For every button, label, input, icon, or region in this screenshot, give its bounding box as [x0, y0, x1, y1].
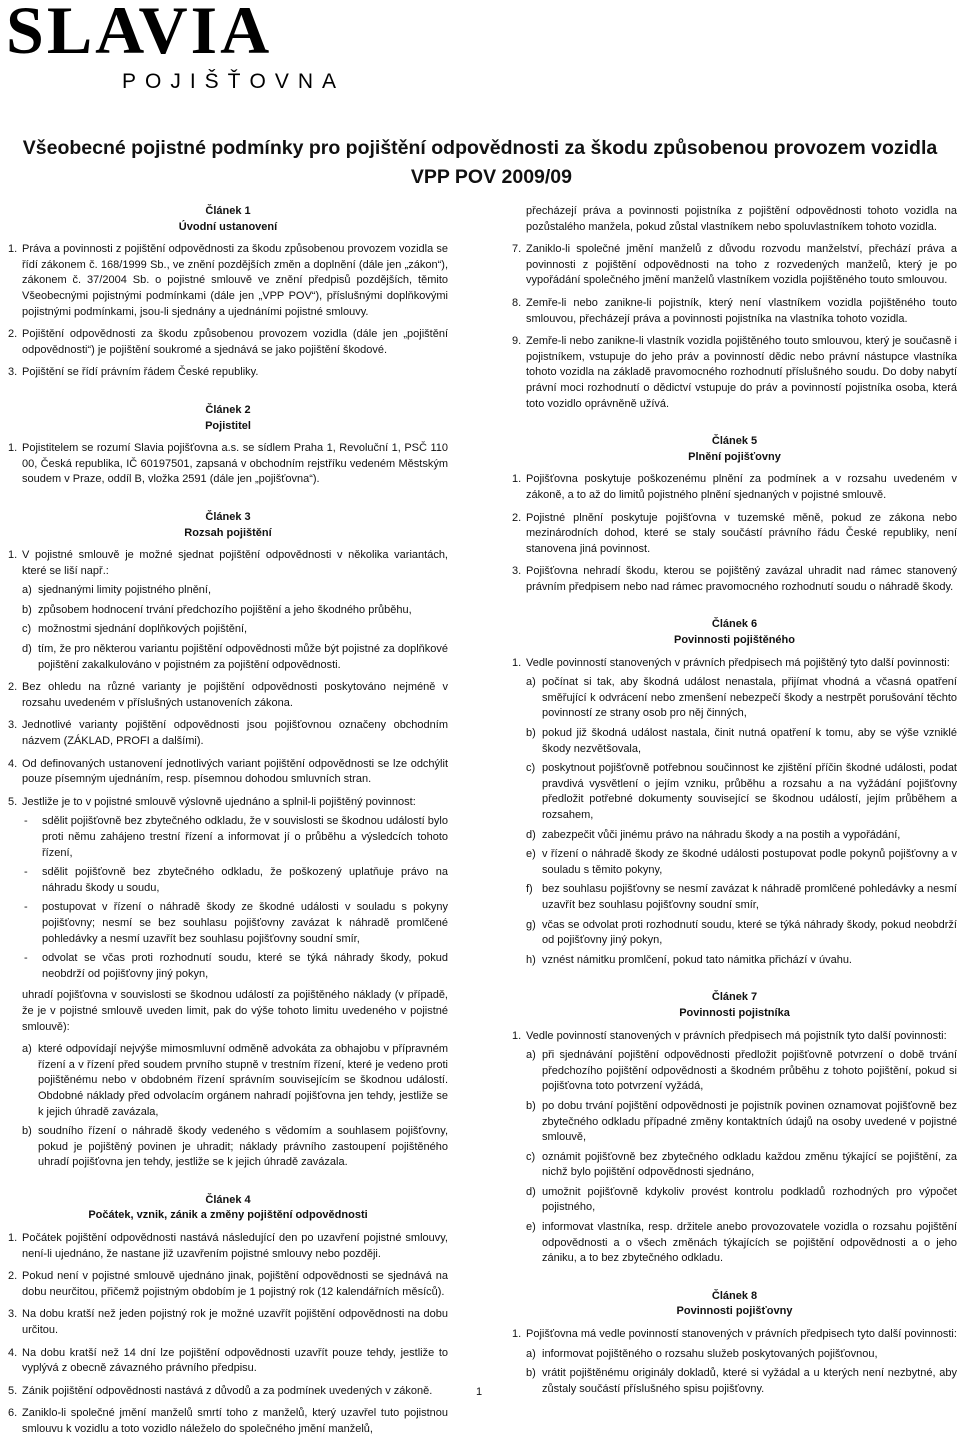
- clause: 4. Na dobu kratší než 14 dní lze pojištění odpovědnosti uzavřít pouze tehdy, jestliže to vyplývá z obecně závazného právního předpisu.: [8, 1346, 448, 1375]
- article-name: Rozsah pojištění: [184, 526, 272, 539]
- article-2-heading: [8, 403, 448, 434]
- sub-clause: a) informovat pojištěného o rozsahu služeb poskytovaných pojišťovnou,: [526, 1347, 878, 1360]
- clause: 5. Zánik pojištění odpovědnosti nastává z důvodů a za podmínek uvedených v zákoně.: [8, 1384, 433, 1397]
- article-6-heading: [512, 617, 957, 648]
- sub-clause: b) pokud již škodná událost nastala, činit nutná opatření k tomu, aby se výše vzniklé škody nezvětšovala,: [526, 727, 957, 755]
- article-7-heading: [512, 990, 957, 1021]
- clause: 1. Počátek pojištění odpovědnosti nastává následující den po uzavření pojistné smlouvy, není-li ujednáno, že nastane již uzavřením pojistné smlouvy nebo později.: [8, 1232, 448, 1260]
- sub-clause: a) které odpovídají nejvýše mimosmluvní odměně advokáta za obhajobu v přípravném řízení a v řízení před soudem prvního stupně v trestním řízení, které je vedeno proti pojištěnému nebo v obdobném řízení správním souvisejícím se škodnou událostí. Obdobné náklady před odvolacím orgánem nahradí pojišťovna jen tehdy, jestliže se k jejich úhradě zavázala,: [22, 1043, 448, 1118]
- clause: 3. Pojišťovna nehradí škodu, kterou se pojištěný zavázal uhradit nad rámec stanovený právním předpisem nebo nad rámec pravomocného rozhodnutí soudu o náhradě škody.: [512, 565, 957, 593]
- page-number: 1: [476, 1386, 483, 1398]
- clause: 2. Bez ohledu na různé varianty je pojištění odpovědnosti poskytováno nejméně v rozsahu uvedeném v příslušných ustanoveních zákona.: [8, 681, 448, 709]
- dash-item: - sdělit pojišťovně bez zbytečného odkladu, že v souvislosti se škodnou událostí bylo proti němu zahájeno trestní řízení a informovat jí o průběhu a výsledcích tohoto řízení,: [24, 815, 448, 859]
- clause: 1. Pojišťovna má vedle povinností stanovených v právních předpisech tyto další povinnosti: a) informovat pojištěného o rozsahu služeb poskytovaných pojišťovnou, b) vrátit pojištěnému originály dokladů, které si vyžádal a u kterých není nezbytné, aby zůstaly součástí příslušného spisu pojišťovny.: [512, 1327, 957, 1397]
- clause: 3. Jednotlivé varianty pojištění odpovědnosti jsou pojišťovnou označeny obchodním názvem (ZÁKLAD, PROFI a dalšími).: [8, 719, 448, 748]
- document-title: Všeobecné pojistné podmínky pro pojištění odpovědnosti za škodu způsobenou provozem vozidla: [22, 137, 938, 159]
- sub-clause: a) sjednanými limity pojistného plnění,: [22, 584, 212, 597]
- article-number: Článek 1: [205, 205, 251, 217]
- article-name: Povinnosti pojišťovny: [676, 1305, 793, 1318]
- clause: 3. Na dobu kratší než jeden pojistný rok je možné uzavřít pojištění odpovědnosti na dobu určitou.: [8, 1308, 448, 1337]
- clause-continued: přecházejí práva a povinnosti pojistníka z pojištění odpovědnosti tohoto vozidla na pozůstalého manžela, pokud zůstal vlastníkem nebo spoluvlastníkem tohoto vozidla.: [526, 205, 957, 233]
- article-name: Povinnosti pojištěného: [673, 634, 795, 647]
- article-number: Článek 5: [711, 435, 758, 448]
- clause: 8. Zemře-li nebo zanikne-li pojistník, který není vlastníkem vozidla pojištěného touto smlouvou, přecházejí práva a povinnosti pojistníka na vlastníka tohoto vozidla.: [512, 296, 957, 325]
- article-number: Článek 3: [205, 510, 251, 523]
- right-column: [512, 204, 957, 1397]
- sub-clause: a) počínat si tak, aby škodná událost nenastala, přijímat vhodná a včasná opatření směřující k odvrácení nebo zmenšení nebezpečí škody a nestrpět porušování těchto povinností ze strany osob pro něj činných,: [526, 676, 957, 720]
- sub-list: [8, 1042, 448, 1171]
- clause: 1. Vedle povinností stanovených v právních předpisech má pojištěný tyto další povinnosti: a) počínat si tak, aby škodná událost nenastala, přijímat vhodná a včasná opatření směřující k odvrácení nebo zmenšení nebezpečí škody a nestrpět porušování těchto povinností ze strany osob pro něj činných, b) pokud již škodná událost nastala, činit nutná opatření k tomu, aby se výše vzniklé škody nezvětšovala, c) poskytnout pojišťovně potřebnou součinnost ke zjištění příčin škodné události, podat pravdivá vysvětlení o jejím vzniku, průběhu a rozsahu a na vyžádání pojišťovny předložit potřebné dokumenty související se škodnou událostí, jejím průběhem a rozsahem, d) zabezpečit vůči jinému právo na náhradu škody a na postih a vypořádání, e) v řízení o náhradě škody ze škodné události postupovat podle pokynů pojišťovny a v souladu s těmito pokyny, f) bez souhlasu pojišťovny se nesmí zavázat k náhradě promlčené pohledávky a nesmí uzavřít bez souhlasu pojišťovny soudní smír, g) včas se odvolat proti rozhodnutí soudu, které se týká náhrady škody, pokud neobdrží od pojišťovny jiný pokyn, h) vznést námitku promlčení, pokud tato námitka přichází v úvahu.: [512, 656, 957, 969]
- article-number: Článek 4: [205, 1193, 251, 1206]
- article-name: Plnění pojišťovny: [688, 450, 781, 463]
- paragraph: uhradí pojišťovna v souvislosti se škodnou událostí za pojištěného náklady (v případě, že je v pojistné smlouvě uveden limit, pak do výše tohoto limitu uvedeného v pojistné smlouvě):: [22, 989, 448, 1033]
- clause: 2. Pokud není v pojistné smlouvě ujednáno jinak, pojištění odpovědnosti se sjednává na dobu neurčitou, přičemž pojistným obdobím je 1 pojistný rok (12 kalendářních měsíců).: [8, 1270, 448, 1298]
- article-5-heading: [512, 434, 957, 465]
- article-name: Povinnosti pojistníka: [679, 1006, 790, 1019]
- sub-clause: e) informovat vlastníka, resp. držitele anebo provozovatele vozidla o rozsahu pojištění odpovědnosti a o všech změnách týkajících se pojištění odpovědnosti a o jeho zániku, a to bez zbytečného odkladu.: [526, 1221, 957, 1265]
- sub-clause: h) vznést námitku promlčení, pokud tato námitka přichází v úvahu.: [526, 953, 852, 966]
- article-name: Úvodní ustanovení: [178, 220, 278, 233]
- sub-clause: b) soudního řízení o náhradě škody vedeného s vědomím a souhlasem pojišťovny, pokud je pojištěný povinen je uhradit; náklady právního zastoupení pojištěného uhradí pojišťovna jen tehdy, jestliže se k jejich úhradě zavázala.: [22, 1125, 448, 1169]
- sub-clause: b) po dobu trvání pojištění odpovědnosti je pojistník povinen oznamovat pojišťovně bez zbytečného odkladu případné změny kontaktních údajů na osoby uvedené v pojistné smlouvě,: [526, 1099, 957, 1144]
- sub-clause: b) způsobem hodnocení trvání předchozího pojištění a jeho škodného průběhu,: [22, 603, 412, 616]
- clause: 2. Pojistné plnění poskytuje pojišťovna v tuzemské měně, pokud ze zákona nebo mezinárodních dohod, které se staly součástí právního řádu České republiky, není stanovena jiná povinnost.: [512, 511, 957, 555]
- sub-clause: g) včas se odvolat proti rozhodnutí soudu, které se týká náhrady škody, pokud neobdrží od pojišťovny jiný pokyn,: [526, 918, 957, 947]
- clause: 3. Pojištění se řídí právním řádem České republiky.: [8, 366, 259, 379]
- sub-clause: e) v řízení o náhradě škody ze škodné události postupovat podle pokynů pojišťovny a v souladu s těmito pokyny,: [526, 848, 957, 876]
- article-3-heading: [8, 510, 448, 541]
- logo-subtitle: POJIŠŤOVNA: [122, 70, 346, 93]
- article-4-heading: [8, 1193, 448, 1224]
- logo-wordmark: SLAVIA: [6, 0, 273, 68]
- sub-clause: b) vrátit pojištěnému originály dokladů, které si vyžádal a u kterých není nezbytné, aby zůstaly součástí příslušného spisu pojišťovny.: [526, 1367, 957, 1395]
- clause: 1. Práva a povinnosti z pojištění odpovědnosti za škodu způsobenou provozem vozidla se řídí zákonem č. 168/1999 Sb., ve znění pozdějších změn a doplnění (dále jen „zákon“), zákonem č. 37/2004 Sb. o pojistné smlouvě ve znění předpisů pozdějších, těmito Všeobecnými pojistnými podmínkami (dále jen „VPP POV“), příslušnými doplňkovými pojistnými podmínkami, jsou-li sjednány a ujednáními pojistné smlouvy.: [8, 243, 448, 318]
- article-number: Článek 6: [711, 618, 758, 631]
- clause: 4. Od definovaných ustanovení jednotlivých variant pojištění odpovědnosti se lze odchýlit pouze písemným ujednáním, resp. písemnou dohodou smluvních stran.: [8, 757, 448, 786]
- dash-item: - postupovat v řízení o náhradě škody ze škodné události v souladu s pokyny pojišťovny; nesmí se bez souhlasu pojišťovny zavázat k náhradě promlčené pohledávky a nesmí uzavřít bez souhlasu pojišťovny soudní smír,: [24, 901, 448, 945]
- dash-item: - sdělit pojišťovně bez zbytečného odkladu, že poškozený uplatňuje právo na náhradu škody u soudu,: [24, 866, 448, 894]
- sub-clause: d) zabezpečit vůči jinému právo na náhradu škody a na postih a vypořádání,: [526, 828, 901, 841]
- article-name: Počátek, vznik, zánik a změny pojištění odpovědnosti: [88, 1209, 368, 1222]
- clause: 1. Pojistitelem se rozumí Slavia pojišťovna a.s. se sídlem Praha 1, Revoluční 1, PSČ 110 00, Česká republika, IČ 60197501, zapsaná v obchodním rejstříku vedeném Městským soudem v Praze, oddíl B, vložka 2591 (dále jen „pojišťovna“).: [8, 442, 448, 486]
- clause: 6. Zaniklo-li společné jmění manželů smrtí toho z manželů, který uzavřel tuto pojistnou smlouvu k vozidlu a toto vozidlo náleželo do společného jmění manželů,: [8, 1407, 448, 1435]
- clause: 1. V pojistné smlouvě je možné sjednat pojištění odpovědnosti v několika variantách, které se liší např.: a) sjednanými limity pojistného plnění, b) způsobem hodnocení trvání předchozího pojištění a jeho škodného průběhu, c) možnostmi sjednání doplňkových pojištění, d) tím, že pro některou variantu pojištění odpovědnosti může být pojistné za doplňkové pojištění zakalkulováno v pojistném za pojištění odpovědnosti.: [8, 548, 448, 673]
- left-column: [8, 204, 448, 1438]
- sub-clause: d) tím, že pro některou variantu pojištění odpovědnosti může být pojistné za doplňkové pojištění zakalkulováno v pojistném za pojištění odpovědnosti.: [22, 643, 448, 671]
- clause: 1. Vedle povinností stanovených v právních předpisech má pojistník tyto další povinnosti: a) při sjednávání pojištění odpovědnosti předložit pojišťovně potvrzení o době trvání předchozího pojištění odpovědnosti a škodném průběhu z tohoto pojištění, pokud si pojišťovna toto potvrzení vyžádá, b) po dobu trvání pojištění odpovědnosti je pojistník povinen oznamovat pojišťovně bez zbytečného odkladu případné změny kontaktních údajů na osoby uvedené v pojistné smlouvě, c) oznámit pojišťovně bez zbytečného odkladu každou změnu týkající se pojištění, za nichž bylo pojištění odpovědnosti sjednáno, d) umožnit pojišťovně kdykoliv provést kontrolu podkladů rozhodných pro výpočet pojistného, e) informovat vlastníka, resp. držitele anebo provozovatele vozidla o rozsahu pojištění odpovědnosti a o všech změnách týkajících se pojištění odpovědnosti a o jeho zániku, a to bez zbytečného odkladu.: [512, 1029, 957, 1267]
- sub-clause: d) umožnit pojišťovně kdykoliv provést kontrolu podkladů rozhodných pro výpočet pojistného,: [526, 1185, 957, 1214]
- article-8-heading: [512, 1289, 957, 1320]
- article-name: Pojistitel: [205, 419, 251, 432]
- document-code: VPP POV 2009/09: [410, 166, 572, 188]
- sub-clause: f) bez souhlasu pojišťovny se nesmí zavázat k náhradě promlčené pohledávky a nesmí uzavřít bez souhlasu pojišťovny soudní smír,: [526, 883, 957, 911]
- article-number: Článek 7: [711, 991, 758, 1004]
- dash-item: - odvolat se včas proti rozhodnutí soudu, které se týká náhrady škody, pokud neobdrží od pojišťovny jiný pokyn,: [24, 952, 448, 980]
- article-number: Článek 8: [711, 1289, 758, 1302]
- sub-clause: c) možnostmi sjednání doplňkových pojištění,: [22, 623, 248, 636]
- sub-clause: c) oznámit pojišťovně bez zbytečného odkladu každou změnu týkající se pojištění, za nichž bylo pojištění odpovědnosti sjednáno,: [526, 1150, 957, 1179]
- clause: 9. Zemře-li nebo zanikne-li vlastník vozidla pojištěného touto smlouvou, který je současně i pojistníkem, vstupuje do jeho práv a povinností dědic nebo právní nástupce vlastníka tohoto vozidla na základě pravomocného rozhodnutí příslušného soudu. Do doby nabytí právní moci rozhodnutí o dědictví vstupuje do práv a povinností pojistníka osoba, která toto vozidlo oprávněně užívá.: [512, 335, 957, 410]
- article-1-heading: [8, 204, 448, 235]
- clause: 5. Jestliže je to v pojistné smlouvě výslovně ujednáno a splnil-li pojištěný povinnost: - sdělit pojišťovně bez zbytečného odkladu, že v souvislosti se škodnou událostí bylo proti němu zahájeno trestní řízení a informovat jí o průběhu a výsledcích tohoto řízení, - sdělit pojišťovně bez zbytečného odkladu, že poškozený uplatňuje právo na náhradu škody u soudu, - postupovat v řízení o náhradě škody ze škodné události v souladu s pokyny pojišťovny; nesmí se bez souhlasu pojišťovny zavázat k náhradě promlčené pohledávky a nesmí uzavřít bez souhlasu pojišťovny soudní smír, - odvolat se včas proti rozhodnutí soudu, které se týká náhrady škody, pokud neobdrží od pojišťovny jiný pokyn,: [8, 795, 448, 983]
- article-number: Článek 2: [205, 403, 251, 416]
- sub-clause: c) poskytnout pojišťovně potřebnou součinnost ke zjištění příčin škodné události, podat pravdivá vysvětlení o jejím vzniku, průběhu a rozsahu a na vyžádání pojišťovny předložit potřebné dokumenty související se škodnou událostí, jejím průběhem a rozsahem,: [526, 762, 957, 821]
- clause: 2. Pojištění odpovědnosti za škodu způsobenou provozem vozidla (dále jen „pojištění odpovědnosti“) je pojištění soukromé a sjednává se jako pojištění škodové.: [8, 328, 448, 356]
- clause: 7. Zaniklo-li společné jmění manželů z důvodu rozvodu manželství, přechází práva a povinnosti z pojištění odpovědnosti na toho z rozvedených manželů, který je po vypořádání společného jmění manželů vlastníkem vozidla pojištěného touto smlouvou.: [512, 243, 957, 287]
- sub-clause: a) při sjednávání pojištění odpovědnosti předložit pojišťovně potvrzení o době trvání předchozího pojištění odpovědnosti a škodném průběhu z tohoto pojištění, pokud si pojišťovna toto potvrzení vyžádá,: [526, 1049, 957, 1093]
- clause: 1. Pojišťovna poskytuje poškozenému plnění za podmínek a v rozsahu uvedeném v zákoně, a to až do limitů pojistného plnění sjednaných v pojistné smlouvě.: [512, 473, 957, 501]
